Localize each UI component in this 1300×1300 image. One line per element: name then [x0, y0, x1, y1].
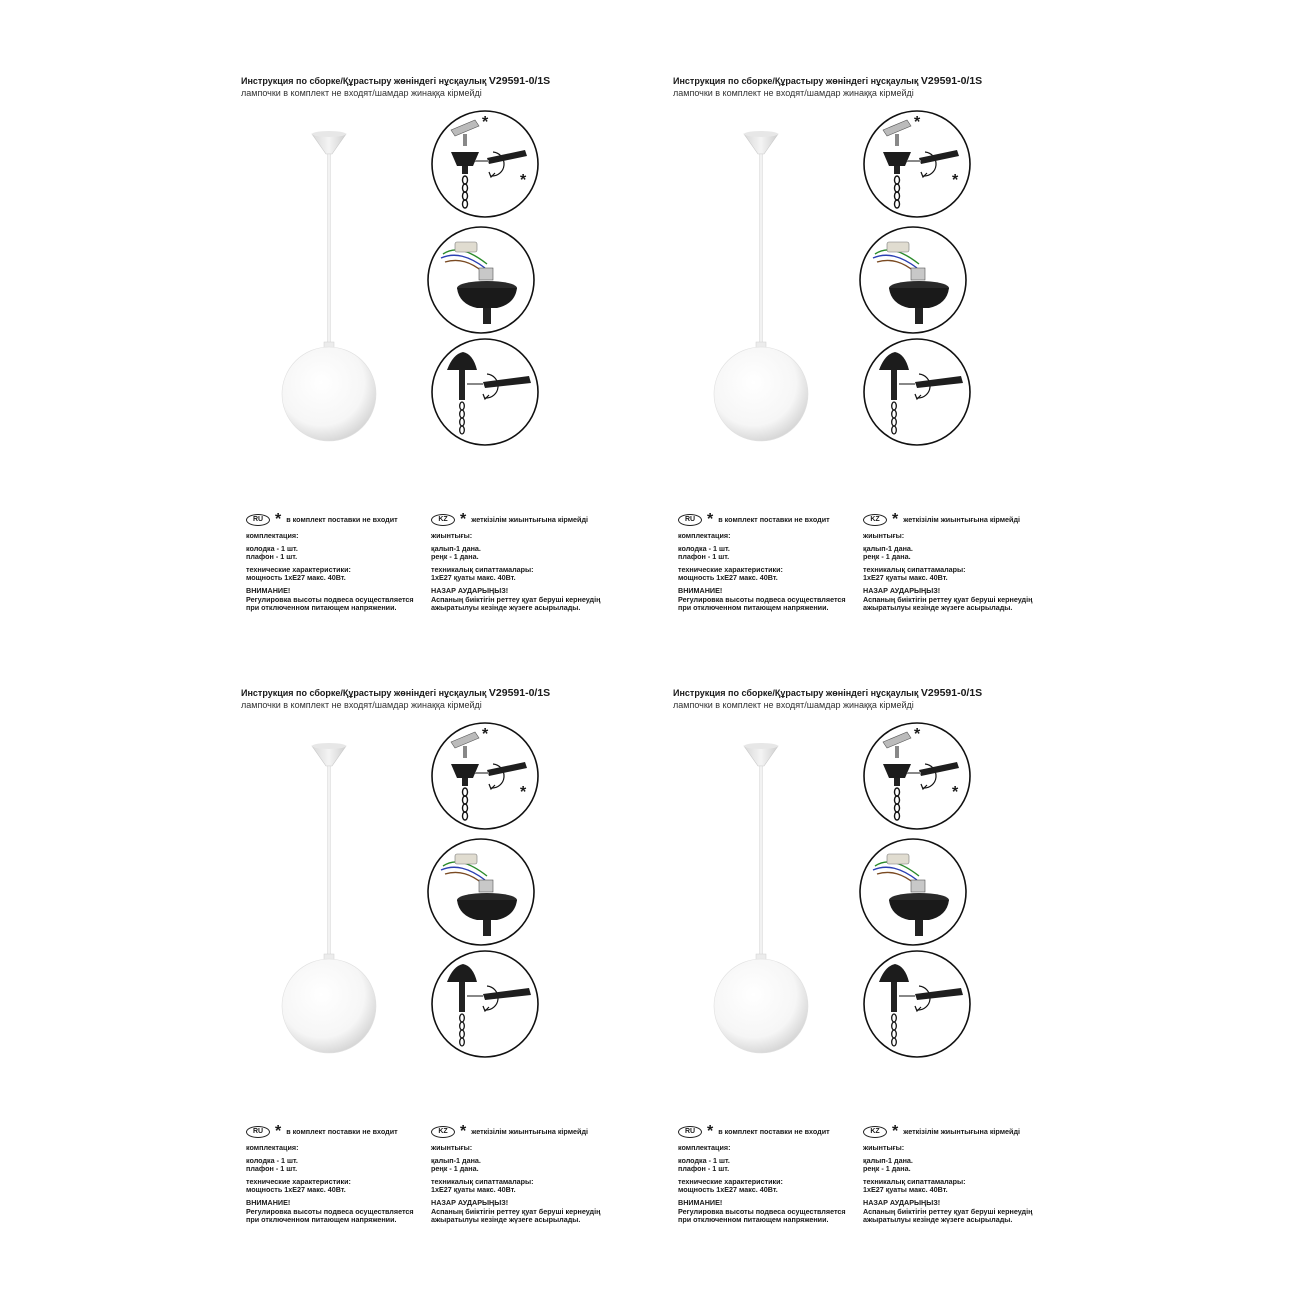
- kz-kit-heading: жиынтығы:: [863, 531, 905, 540]
- kz-tech-heading: техникалық сипаттамалары:: [431, 564, 534, 574]
- kz-warning-line: Аспаның биіктігін реттеу қуат беруші кернеудің: [863, 594, 1033, 604]
- kz-warning-line: ажыратылуы кезінде жүзеге асырылады.: [863, 1215, 1013, 1225]
- ru-kit-item: колодка - 1 шт.: [678, 543, 730, 553]
- kz-kit-list: [863, 1157, 1032, 1174]
- pendant-lamp-illustration: [706, 122, 816, 442]
- asterisk-icon: *: [914, 114, 921, 131]
- kz-tech-value: 1xE27 қуаты макс. 40Вт.: [863, 1185, 948, 1195]
- instruction-sheet: [224, 656, 664, 1268]
- ru-header: [678, 1123, 846, 1140]
- kz-header: [431, 511, 600, 528]
- ru-tech-value: мощность 1xE27 макс. 40Вт.: [678, 1185, 778, 1195]
- asterisk-icon: *: [520, 784, 527, 801]
- kz-warning-heading: НАЗАР АУДАРЫҢЫЗ!: [863, 585, 941, 595]
- kz-star-note: жеткізілім жиынтығына кірмейді: [903, 514, 1020, 524]
- ru-warning-heading: ВНИМАНИЕ!: [246, 585, 291, 595]
- ru-tech-heading: технические характеристики:: [678, 564, 783, 574]
- kz-kit-item: реңк - 1 дана.: [431, 552, 479, 562]
- instruction-sheet: [656, 44, 1096, 656]
- kz-kit-item: қалып-1 дана.: [431, 1155, 481, 1165]
- pendant-lamp-illustration: [706, 734, 816, 1054]
- asterisk-icon: *: [707, 1123, 714, 1140]
- asterisk-icon: *: [952, 784, 959, 801]
- model-number: V29591-0/1S: [920, 75, 983, 87]
- model-number: V29591-0/1S: [488, 687, 551, 699]
- kz-warning-line: ажыратылуы кезінде жүзеге асырылады.: [431, 603, 581, 613]
- asterisk-icon: *: [482, 726, 489, 743]
- step2-wiring-diagram: [857, 224, 969, 336]
- model-number: V29591-0/1S: [920, 687, 983, 699]
- kz-column: [863, 511, 1033, 613]
- sheet-subtitle: лампочки в комплект не входят/шамдар жинаққа кірмейді: [241, 700, 482, 710]
- model-number: V29591-0/1S: [488, 75, 551, 87]
- ru-warning-heading: ВНИМАНИЕ!: [678, 1197, 723, 1207]
- ru-column: [678, 511, 846, 613]
- asterisk-icon: *: [520, 172, 527, 189]
- asterisk-icon: *: [707, 511, 714, 528]
- ru-warning-line: при отключенном питающем напряжении.: [678, 603, 829, 613]
- instruction-sheet: [656, 656, 1096, 1268]
- asterisk-icon: *: [914, 726, 921, 743]
- ru-kit-heading: комплектация:: [678, 1143, 731, 1152]
- kz-star-note: жеткізілім жиынтығына кірмейді: [471, 1126, 588, 1136]
- kz-warning-line: Аспаның биіктігін реттеу қуат беруші кернеудің: [431, 594, 601, 604]
- asterisk-icon: *: [892, 511, 899, 528]
- kz-kit-item: реңк - 1 дана.: [863, 1164, 911, 1174]
- ru-kit-list: [678, 1157, 846, 1174]
- kz-warning-line: Аспаның биіктігін реттеу қуат беруші кернеудің: [863, 1206, 1033, 1216]
- ru-tech-heading: технические характеристики:: [678, 1176, 783, 1186]
- sheet-subtitle: лампочки в комплект не входят/шамдар жинаққа кірмейді: [673, 88, 914, 98]
- kz-tech-value: 1xE27 қуаты макс. 40Вт.: [863, 573, 948, 583]
- kz-kit-item: қалып-1 дана.: [863, 1155, 913, 1165]
- kz-lang-badge: KZ: [431, 514, 455, 526]
- ru-kit-heading: комплектация:: [678, 531, 731, 540]
- ru-star-note: в комплект поставки не входит: [718, 514, 830, 524]
- sheet-subtitle: лампочки в комплект не входят/шамдар жинаққа кірмейді: [673, 700, 914, 710]
- ru-kit-item: колодка - 1 шт.: [678, 1155, 730, 1165]
- pendant-lamp-illustration: [274, 734, 384, 1054]
- kz-header: [863, 1123, 1032, 1140]
- sheet-title: [241, 687, 550, 699]
- kz-warning-heading: НАЗАР АУДАРЫҢЫЗ!: [431, 1197, 509, 1207]
- ru-tech-value: мощность 1xE27 макс. 40Вт.: [678, 573, 778, 583]
- ru-kit-item: колодка - 1 шт.: [246, 1155, 298, 1165]
- kz-kit-list: [431, 545, 600, 562]
- ru-kit-list: [246, 545, 414, 562]
- title-text: Инструкция по сборке/Құрастыру жөніндегі нұсқаулық: [673, 688, 919, 698]
- ru-lang-badge: RU: [678, 514, 702, 526]
- kz-warning-line: ажыратылуы кезінде жүзеге асырылады.: [431, 1215, 581, 1225]
- kz-kit-list: [863, 545, 1032, 562]
- kz-kit-item: реңк - 1 дана.: [431, 1164, 479, 1174]
- ru-kit-item: плафон - 1 шт.: [678, 1164, 730, 1174]
- title-text: Инструкция по сборке/Құрастыру жөніндегі нұсқаулық: [241, 76, 487, 86]
- step3-height-adjust-diagram: [861, 948, 973, 1060]
- kz-kit-heading: жиынтығы:: [863, 1143, 905, 1152]
- ru-star-note: в комплект поставки не входит: [286, 514, 398, 524]
- kz-column: [431, 511, 601, 613]
- ru-warning-line: Регулировка высоты подвеса осуществляется: [246, 594, 414, 604]
- sheet-subtitle: лампочки в комплект не входят/шамдар жинаққа кірмейді: [241, 88, 482, 98]
- ru-tech-heading: технические характеристики:: [246, 564, 351, 574]
- sheet-title: [673, 687, 982, 699]
- ru-lang-badge: RU: [678, 1126, 702, 1138]
- asterisk-icon: *: [460, 1123, 467, 1140]
- ru-warning-line: Регулировка высоты подвеса осуществляется: [246, 1206, 414, 1216]
- step3-height-adjust-diagram: [429, 948, 541, 1060]
- ru-kit-list: [246, 1157, 414, 1174]
- asterisk-icon: *: [275, 1123, 282, 1140]
- ru-warning-line: при отключенном питающем напряжении.: [678, 1215, 829, 1225]
- kz-lang-badge: KZ: [863, 514, 887, 526]
- ru-warning-line: Регулировка высоты подвеса осуществляется: [678, 1206, 846, 1216]
- asterisk-icon: *: [892, 1123, 899, 1140]
- ru-star-note: в комплект поставки не входит: [718, 1126, 830, 1136]
- kz-column: [863, 1123, 1033, 1225]
- ru-header: [246, 511, 414, 528]
- ru-tech-value: мощность 1xE27 макс. 40Вт.: [246, 1185, 346, 1195]
- step2-wiring-diagram: [425, 836, 537, 948]
- kz-warning-line: Аспаның биіктігін реттеу қуат беруші кернеудің: [431, 1206, 601, 1216]
- pendant-lamp-illustration: [274, 122, 384, 442]
- kz-tech-heading: техникалық сипаттамалары:: [863, 564, 966, 574]
- kz-star-note: жеткізілім жиынтығына кірмейді: [903, 1126, 1020, 1136]
- step3-height-adjust-diagram: [861, 336, 973, 448]
- kz-warning-heading: НАЗАР АУДАРЫҢЫЗ!: [431, 585, 509, 595]
- kz-kit-heading: жиынтығы:: [431, 531, 473, 540]
- sheet-title: [673, 75, 982, 87]
- ru-star-note: в комплект поставки не входит: [286, 1126, 398, 1136]
- kz-star-note: жеткізілім жиынтығына кірмейді: [471, 514, 588, 524]
- kz-kit-item: қалып-1 дана.: [431, 543, 481, 553]
- kz-warning-line: ажыратылуы кезінде жүзеге асырылады.: [863, 603, 1013, 613]
- ru-warning-heading: ВНИМАНИЕ!: [678, 585, 723, 595]
- ru-warning-line: Регулировка высоты подвеса осуществляется: [678, 594, 846, 604]
- kz-lang-badge: KZ: [863, 1126, 887, 1138]
- asterisk-icon: *: [460, 511, 467, 528]
- ru-tech-heading: технические характеристики:: [246, 1176, 351, 1186]
- ru-kit-item: плафон - 1 шт.: [678, 552, 730, 562]
- kz-kit-item: қалып-1 дана.: [863, 543, 913, 553]
- kz-lang-badge: KZ: [431, 1126, 455, 1138]
- asterisk-icon: *: [482, 114, 489, 131]
- kz-kit-list: [431, 1157, 600, 1174]
- kz-column: [431, 1123, 601, 1225]
- kz-header: [863, 511, 1032, 528]
- ru-warning-heading: ВНИМАНИЕ!: [246, 1197, 291, 1207]
- asterisk-icon: *: [275, 511, 282, 528]
- ru-header: [678, 511, 846, 528]
- ru-header: [246, 1123, 414, 1140]
- ru-kit-heading: комплектация:: [246, 531, 299, 540]
- ru-kit-list: [678, 545, 846, 562]
- kz-warning-heading: НАЗАР АУДАРЫҢЫЗ!: [863, 1197, 941, 1207]
- step2-wiring-diagram: [425, 224, 537, 336]
- ru-column: [246, 1123, 414, 1225]
- title-text: Инструкция по сборке/Құрастыру жөніндегі нұсқаулық: [241, 688, 487, 698]
- instruction-sheet: [224, 44, 664, 656]
- ru-column: [246, 511, 414, 613]
- step3-height-adjust-diagram: [429, 336, 541, 448]
- kz-tech-heading: техникалық сипаттамалары:: [863, 1176, 966, 1186]
- kz-kit-heading: жиынтығы:: [431, 1143, 473, 1152]
- ru-warning-line: при отключенном питающем напряжении.: [246, 603, 397, 613]
- step2-wiring-diagram: [857, 836, 969, 948]
- kz-tech-heading: техникалық сипаттамалары:: [431, 1176, 534, 1186]
- ru-kit-item: плафон - 1 шт.: [246, 552, 298, 562]
- kz-header: [431, 1123, 600, 1140]
- sheet-title: [241, 75, 550, 87]
- kz-tech-value: 1xE27 қуаты макс. 40Вт.: [431, 573, 516, 583]
- ru-lang-badge: RU: [246, 1126, 270, 1138]
- kz-kit-item: реңк - 1 дана.: [863, 552, 911, 562]
- title-text: Инструкция по сборке/Құрастыру жөніндегі нұсқаулық: [673, 76, 919, 86]
- ru-tech-value: мощность 1xE27 макс. 40Вт.: [246, 573, 346, 583]
- ru-column: [678, 1123, 846, 1225]
- ru-warning-line: при отключенном питающем напряжении.: [246, 1215, 397, 1225]
- asterisk-icon: *: [952, 172, 959, 189]
- ru-kit-item: колодка - 1 шт.: [246, 543, 298, 553]
- ru-kit-heading: комплектация:: [246, 1143, 299, 1152]
- ru-lang-badge: RU: [246, 514, 270, 526]
- ru-kit-item: плафон - 1 шт.: [246, 1164, 298, 1174]
- kz-tech-value: 1xE27 қуаты макс. 40Вт.: [431, 1185, 516, 1195]
